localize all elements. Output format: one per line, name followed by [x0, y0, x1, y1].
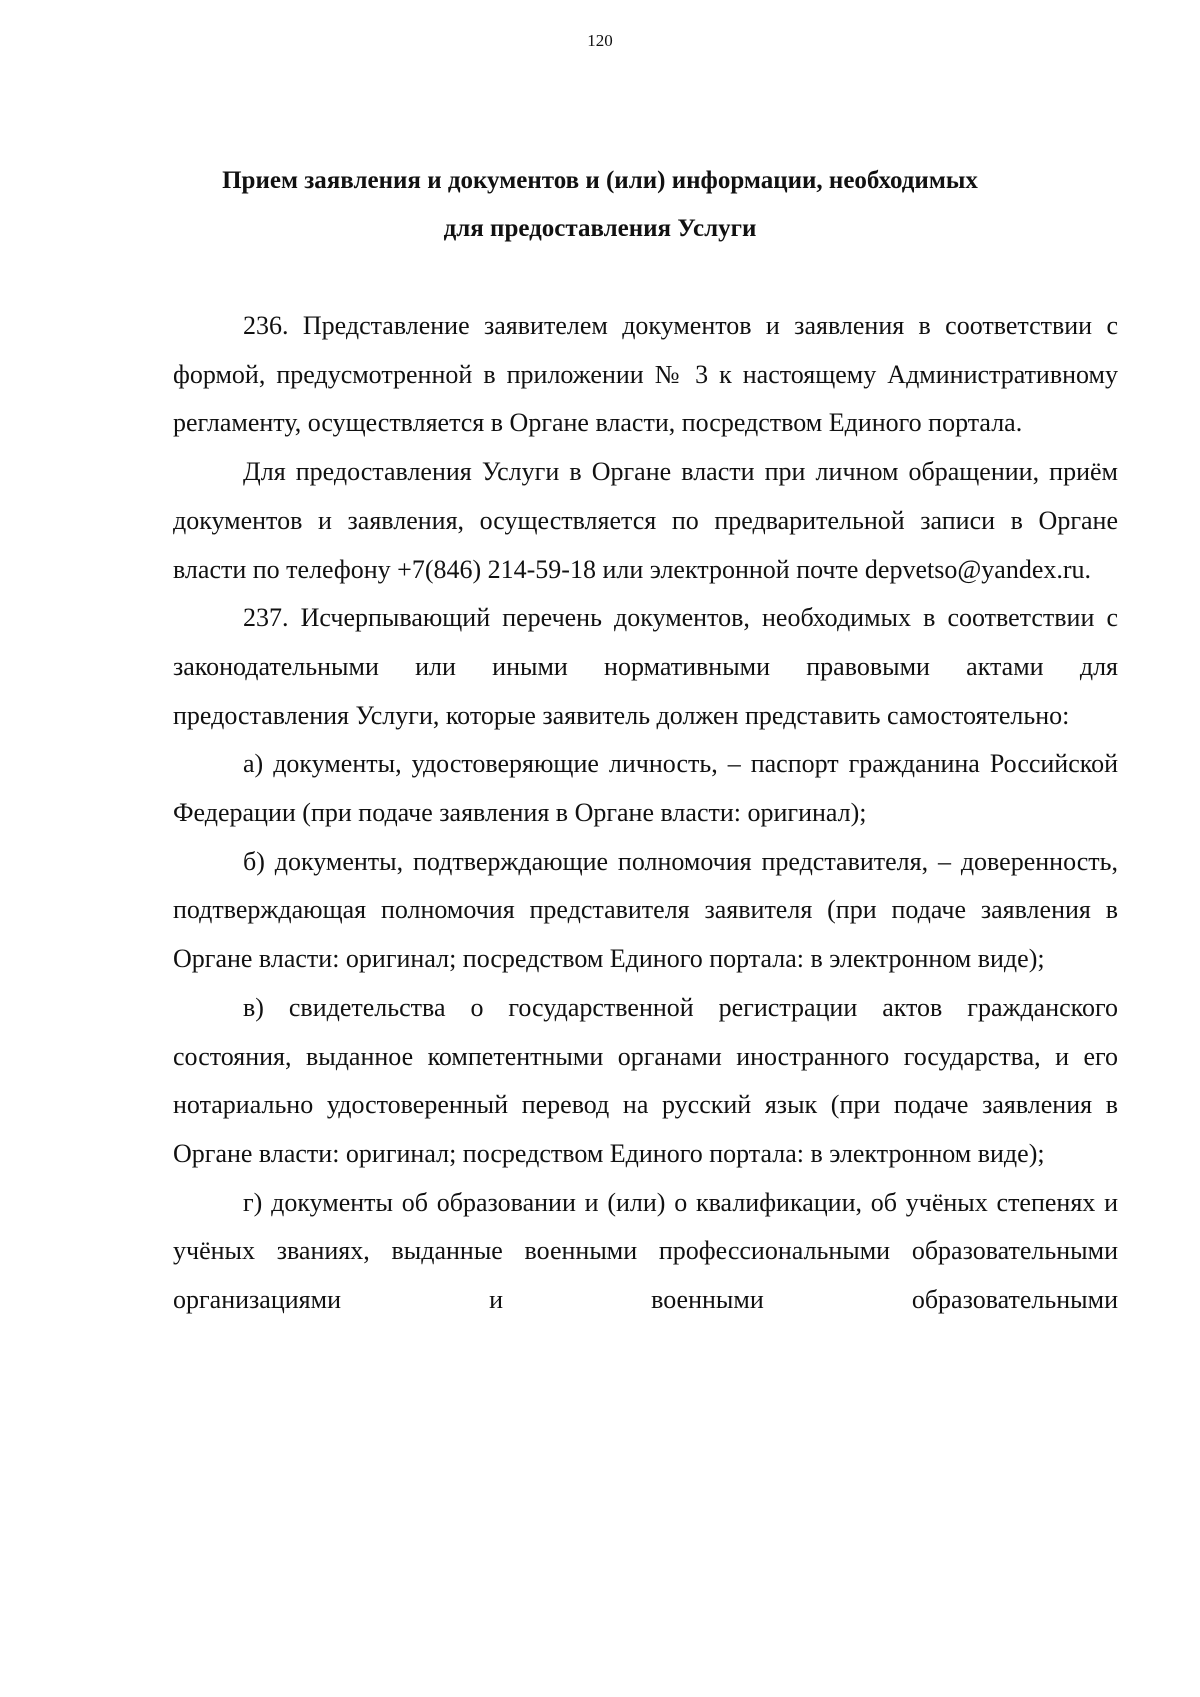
paragraph-236: 236. Представление заявителем документов и заявления в соответствии с формой, предусмотренной в приложении № 3 к настоящему Административному регламенту, осуществляется в Органе власти, посредством Единого портала. — [173, 311, 1118, 438]
section-heading-line-2: для предоставления Услуги — [443, 215, 757, 242]
page-number: 120 — [587, 31, 613, 50]
list-item-v: в) свидетельства о государственной регистрации актов гражданского состояния, выданное компетентными органами иностранного государства, и его нотариально удостоверенный перевод на русский язык (при подаче заявления в Органе власти: оригинал; посредством Единого портала: в электронном виде); — [173, 992, 1118, 1168]
paragraph-237: 237. Исчерпывающий перечень документов, необходимых в соответствии с законодательными или иными нормативными правовыми актами для предоставления Услуги, которые заявитель должен представить самостоятельно: — [173, 603, 1118, 730]
document-body — [173, 302, 1118, 1325]
list-item-g: г) документы об образовании и (или) о квалификации, об учёных степенях и учёных званиях, выданные военными профессиональными образовательными организациями и военными образовательными — [173, 1187, 1118, 1315]
list-item-b: б) документы, подтверждающие полномочия представителя, – доверенность, подтверждающая полномочия представителя заявителя (при подаче заявления в Органе власти: оригинал; посредством Единого портала: в электронном виде); — [173, 846, 1118, 974]
paragraph-appointment: Для предоставления Услуги в Органе власти при личном обращении, приём документов и заявления, осуществляется по предварительной записи в Органе власти по телефону +7(846) 214-59-18 или электронной почте depvetso@yandex.ru. — [173, 457, 1118, 584]
section-heading — [150, 157, 1050, 253]
section-heading-line-1: Прием заявления и документов и (или) информации, необходимых — [222, 167, 978, 194]
list-item-a: а) документы, удостоверяющие личность, – паспорт гражданина Российской Федерации (при подаче заявления в Органе власти: оригинал); — [173, 749, 1118, 828]
